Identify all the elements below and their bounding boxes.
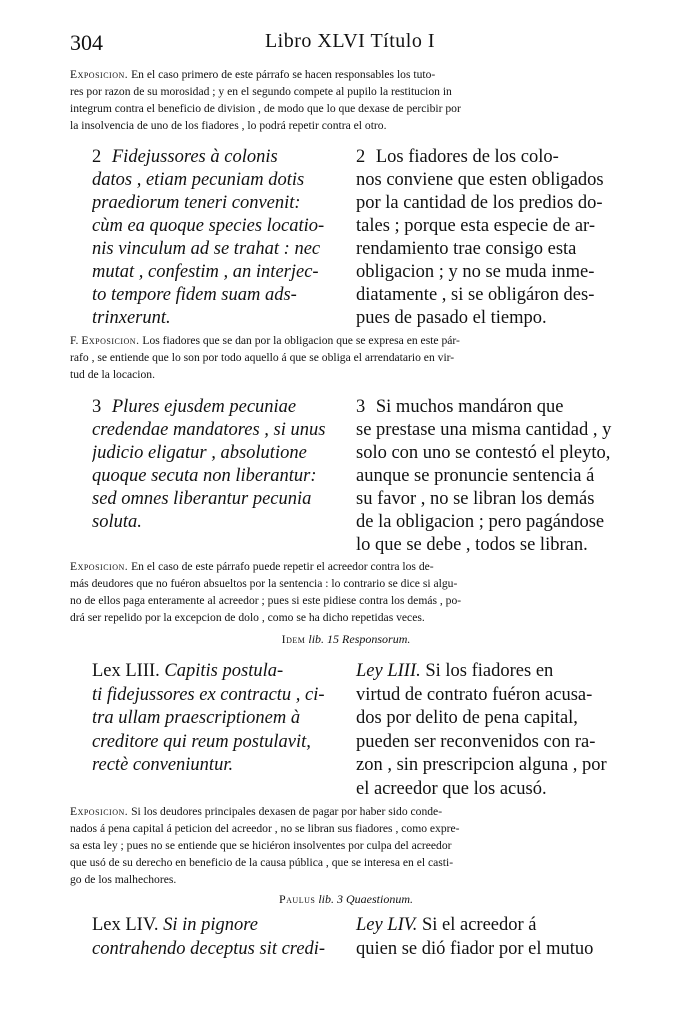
lex-54-latin — [92, 914, 342, 961]
spanish-line: pues de pasado el tiempo. — [356, 308, 547, 328]
spanish-line: quien se dió fiador por el mutuo — [356, 938, 594, 959]
spanish-line: de la obligacion ; pero pagándose — [356, 512, 605, 532]
latin-line: rectè conveniuntur. — [92, 755, 234, 775]
ley-54-spanish — [356, 914, 622, 961]
exposition-line: sa esta ley ; pues no se entiende que se hiciéron insolventes por culpa del acreedor — [70, 839, 452, 852]
spanish-line: por la cantidad de los predios do- — [356, 193, 603, 213]
section-mark: F. — [70, 334, 79, 347]
latin-paragraph-3 — [92, 396, 336, 534]
spanish-line: virtud de contrato fuéron acusa- — [356, 684, 593, 705]
latin-line: nis vinculum ad se trahat : nec — [92, 239, 321, 259]
exposition-keyword: Exposicion. — [70, 560, 129, 573]
exposition-line: tud de la locacion. — [70, 368, 155, 381]
source-citation-1 — [70, 632, 622, 647]
source-work: Quaestionum. — [346, 892, 413, 906]
exposition-keyword: Exposicion. — [70, 68, 129, 81]
spanish-line: 2 Los fiadores de los colo- — [356, 147, 559, 167]
spanish-line: dos por delito de pena capital, — [356, 708, 578, 728]
exposition-line: la insolvencia de uno de los fiadores , lo podrá repetir contra el otro. — [70, 119, 387, 132]
spanish-line: pueden ser reconvenidos con ra- — [356, 731, 596, 752]
exposition-keyword: Exposicion. — [70, 805, 129, 818]
latin-line: contrahendo deceptus sit credi- — [92, 938, 326, 959]
source-citation-2 — [70, 892, 622, 907]
latin-line: Lex LIII. Capitis postula- — [92, 661, 284, 681]
latin-line: tra ullam praescriptionem à — [92, 708, 301, 728]
latin-line: praediorum teneri convenit: — [92, 193, 301, 213]
exposition-line: que usó de su derecho en beneficio de la causa pública , que se interesa en el casti- — [70, 856, 454, 869]
spanish-line: tales ; porque esta especie de ar- — [356, 216, 595, 236]
latin-line: mutat , confestim , an interjec- — [92, 262, 319, 282]
spanish-line: aunque se pronuncie sentencia á — [356, 466, 595, 486]
latin-line: soluta. — [92, 512, 142, 532]
exposition-line: integrum contra el beneficio de division , de modo que lo que dexase de percibir por — [70, 102, 461, 115]
source-work: Responsorum. — [342, 632, 411, 646]
ley-heading: Ley LIII. — [356, 661, 421, 681]
latin-line: judicio eligatur , absolutione — [92, 443, 307, 463]
latin-line: trinxerunt. — [92, 308, 171, 328]
exposition-line: Los fiadores que se dan por la obligacion que se expresa en este pár- — [142, 334, 460, 347]
paragraph-number: 3 — [356, 397, 366, 417]
spanish-line: diatamente , si se obligáron des- — [356, 285, 595, 305]
spanish-paragraph-3 — [356, 396, 622, 557]
latin-line: 3 Plures ejusdem pecuniae — [92, 397, 297, 417]
spanish-line: Ley LIII. Si los fiadores en — [356, 661, 554, 681]
spanish-line: el acreedor que los acusó. — [356, 778, 547, 799]
paragraph-number: 3 — [92, 397, 102, 417]
source-author: Idem — [281, 632, 306, 646]
spanish-paragraph-2 — [356, 146, 622, 330]
spanish-line: Ley LIV. Si el acreedor á — [356, 915, 537, 935]
running-title: Libro XLVI Título I — [264, 30, 436, 52]
spanish-line: nos conviene que esten obligados — [356, 170, 604, 190]
latin-line: sed omnes liberantur pecunia — [92, 489, 312, 509]
lex-heading: Lex LIV. — [92, 915, 159, 935]
exposition-line: no de ellos paga enteramente al acreedor ; pues si este pidiese contra los demás , po- — [70, 594, 462, 607]
exposition-line: rafo , se entiende que lo son por todo aquello á que se obliga el arrendatario en vir- — [70, 351, 455, 364]
exposition-2 — [70, 332, 622, 383]
spanish-line: solo con uno se contestó el pleyto, — [356, 443, 611, 463]
spanish-line: obligacion ; y no se muda inme- — [356, 262, 595, 282]
source-book: lib. 3 — [318, 892, 343, 906]
exposition-3 — [70, 558, 622, 626]
latin-line: Lex LIV. Si in pignore — [92, 915, 258, 935]
exposition-line: res por razon de su morosidad ; y en el segundo compete al pupilo la restitucion in — [70, 85, 452, 98]
spanish-line: su favor , no se libran los demás — [356, 489, 595, 509]
lex-heading: Lex LIII. — [92, 661, 160, 681]
paragraph-number: 2 — [356, 147, 366, 167]
exposition-keyword: Exposicion. — [81, 334, 140, 347]
page-number: 304 — [70, 30, 103, 55]
page-header — [70, 30, 630, 60]
latin-line: ti fidejussores ex contractu , ci- — [92, 684, 325, 705]
exposition-line: En el caso de este párrafo puede repetir el acreedor contra los de- — [131, 560, 434, 573]
spanish-line: 3 Si muchos mandáron que — [356, 397, 564, 417]
exposition-line: Si los deudores principales dexasen de pagar por haber sido conde- — [131, 805, 443, 818]
source-author: Paulus — [278, 892, 316, 906]
latin-line: datos , etiam pecuniam dotis — [92, 170, 305, 190]
source-book: lib. 15 — [308, 632, 340, 646]
spanish-line: se prestase una misma cantidad , y — [356, 420, 612, 440]
spanish-line: zon , sin prescripcion alguna , por — [356, 755, 607, 775]
exposition-1 — [70, 66, 622, 134]
exposition-4 — [70, 803, 622, 888]
exposition-line: nados á pena capital á peticion del acreedor , no se libran sus fiadores , como expre- — [70, 822, 460, 835]
latin-line: 2 Fidejussores à colonis — [92, 147, 278, 167]
spanish-line: lo que se debe , todos se libran. — [356, 535, 588, 555]
ley-53-spanish — [356, 660, 622, 801]
latin-line: cùm ea quoque species locatio- — [92, 216, 325, 236]
exposition-line: drá ser repelido por la excepcion de dolo , como se ha dicho repetidas veces. — [70, 611, 425, 624]
exposition-line: go de los malhechores. — [70, 873, 177, 886]
paragraph-number: 2 — [92, 147, 102, 167]
latin-line: creditore qui reum postulavit, — [92, 731, 311, 752]
latin-line: quoque secuta non liberantur: — [92, 466, 317, 486]
latin-paragraph-2 — [92, 146, 336, 330]
lex-53-latin — [92, 660, 342, 778]
latin-line: to tempore fidem suam ads- — [92, 285, 297, 305]
exposition-line: Exposicion. En el caso primero de este párrafo se hacen responsables los tuto- — [70, 68, 436, 81]
ley-heading: Ley LIV. — [356, 915, 418, 935]
exposition-line: más deudores que no fuéron absueltos por la sentencia : lo contrario se dice si algu- — [70, 577, 458, 590]
spanish-line: rendamiento trae consigo esta — [356, 239, 577, 259]
latin-line: credendae mandatores , si unus — [92, 420, 326, 440]
